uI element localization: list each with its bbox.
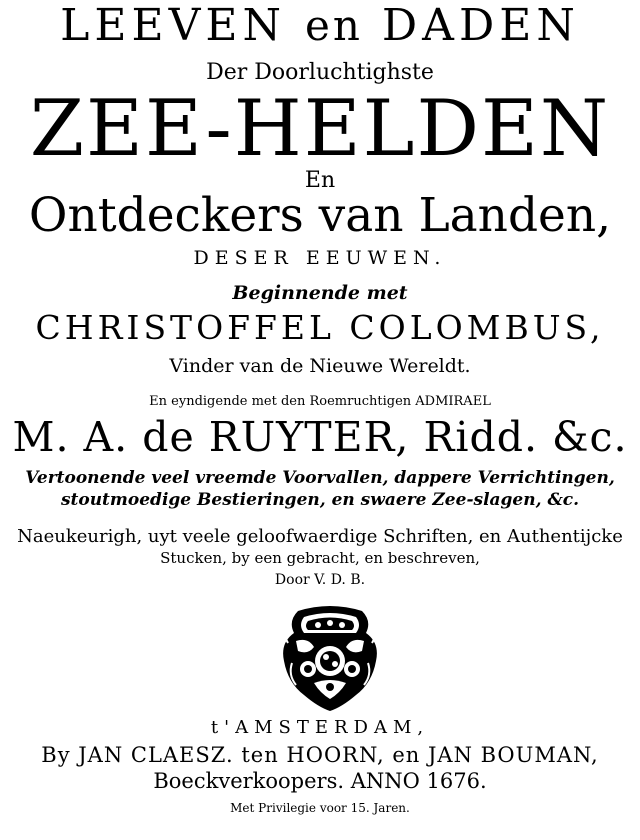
printers-device-svg bbox=[268, 603, 392, 713]
title-word-leeven: LEEVEN bbox=[60, 0, 286, 51]
title-deser-eeuwen: DESER EEUWEN. bbox=[193, 247, 447, 269]
text-eyndigende-admirael: En eyndigende met den Roemruchtigen ADMIRAEL bbox=[149, 394, 491, 409]
text-beginnende-met: Beginnende met bbox=[232, 282, 408, 304]
description-line-1: Vertoonende veel vreemde Voorvallen, dappere Verrichtingen, bbox=[25, 468, 615, 488]
subtitle-doorluchtighste: Der Doorluchtighste bbox=[206, 60, 434, 85]
description-line-2: stoutmoedige Bestieringen, en swaere Zee-slagen, &c. bbox=[60, 490, 580, 510]
imprint-printers: By JAN CLAESZ. ten HOORN, en JAN BOUMAN, bbox=[41, 743, 599, 767]
imprint-amsterdam: t'AMSTERDAM, bbox=[210, 717, 430, 738]
printers-device-icon bbox=[268, 603, 392, 713]
sources-line-1: Naeukeurigh, uyt veele geloofwaerdige Schriften, en Authentijcke bbox=[17, 526, 623, 547]
title-word-daden: DADEN bbox=[381, 0, 580, 51]
title-ontdeckers: Ontdeckers van Landen, bbox=[28, 188, 612, 243]
name-de-ruyter: M. A. de RUYTER, Ridd. &c. bbox=[12, 413, 628, 461]
title-word-en: en bbox=[305, 1, 363, 50]
title-line-leeven-en-daden bbox=[60, 0, 580, 51]
name-colombus: CHRISTOFFEL COLOMBUS, bbox=[35, 308, 605, 347]
text-vinder-nieuwe-wereldt: Vinder van de Nieuwe Wereldt. bbox=[169, 355, 471, 377]
sources-line-2: Stucken, by een gebracht, en beschreven, bbox=[160, 549, 480, 567]
author-line: Door V. D. B. bbox=[274, 572, 366, 588]
conjunction-en: En bbox=[304, 168, 336, 193]
imprint-privilege: Met Privilegie voor 15. Jaren. bbox=[230, 801, 410, 815]
imprint-booksellers-year: Boeckverkoopers. ANNO 1676. bbox=[153, 769, 487, 793]
main-title-zee-helden: ZEE-HELDEN bbox=[29, 84, 611, 174]
